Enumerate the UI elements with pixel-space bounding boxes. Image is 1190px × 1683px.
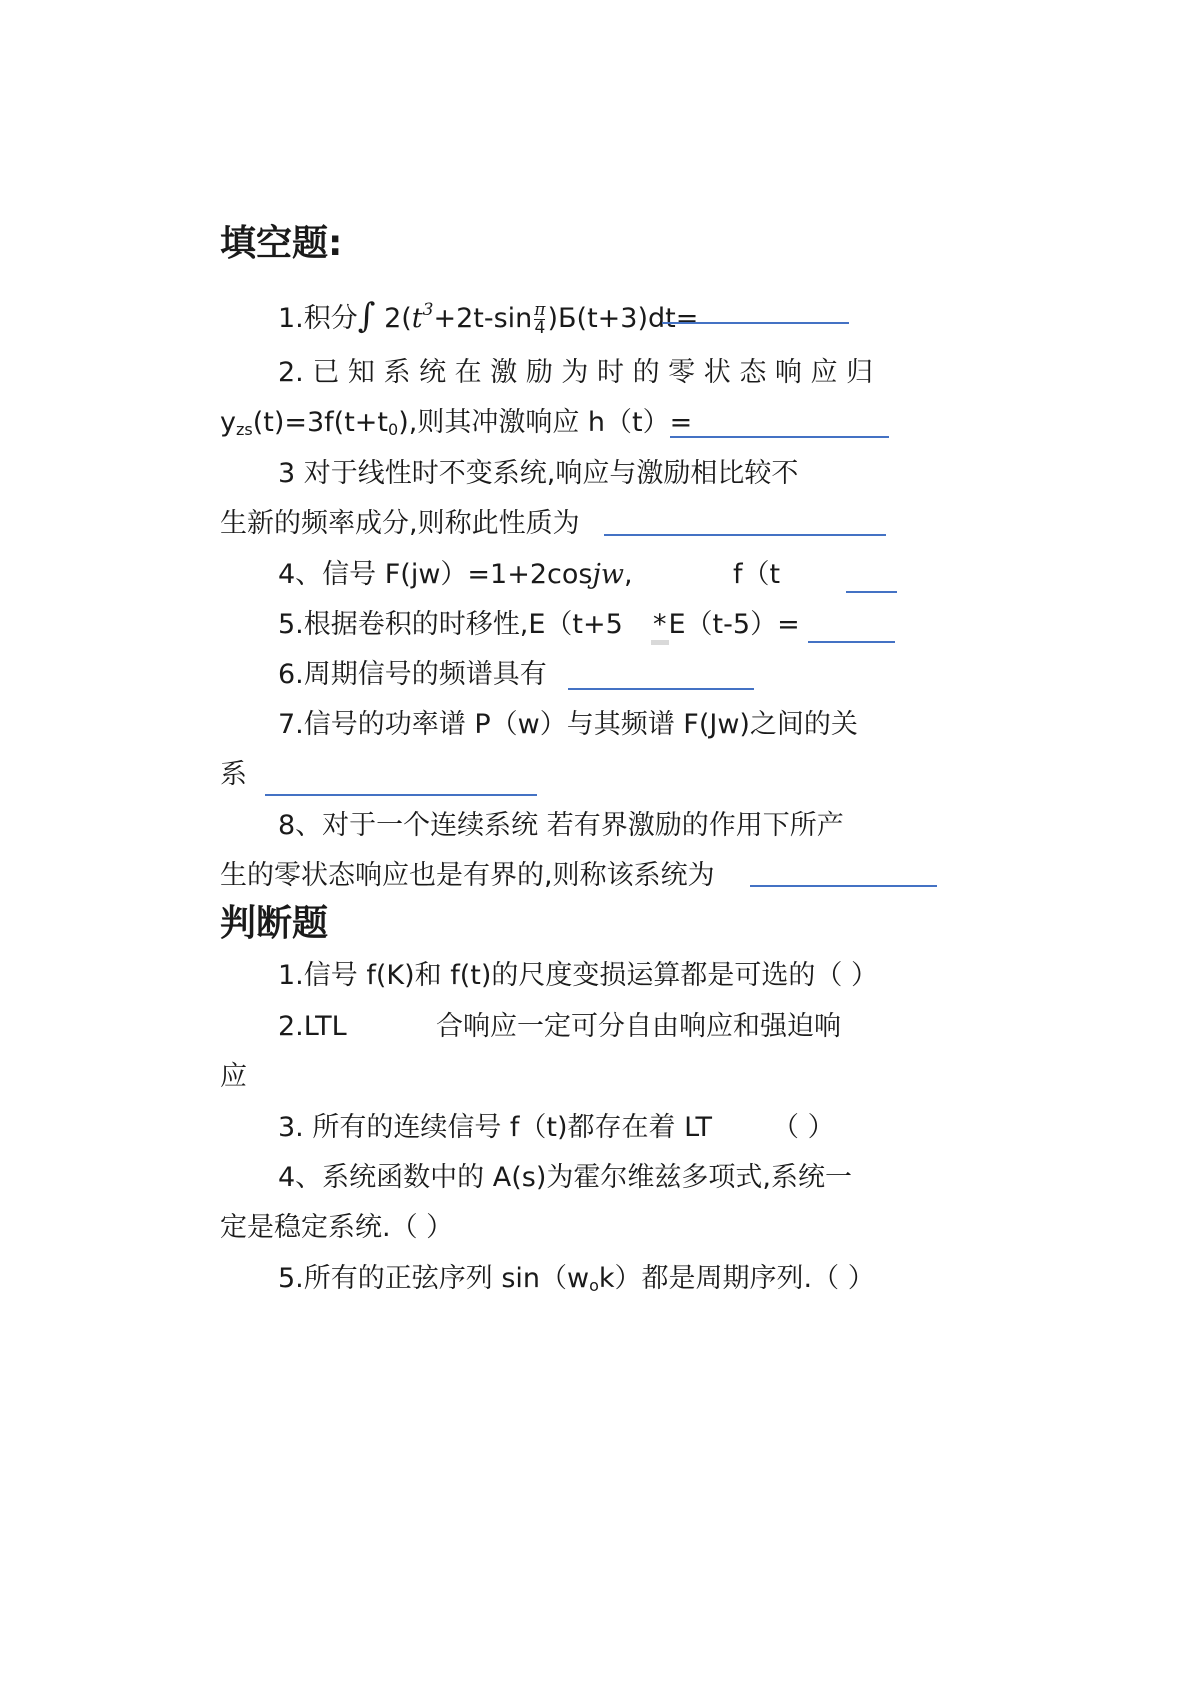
judge-q4-line1: 4、系统函数中的 A(s)为霍尔维兹多项式,系统一 bbox=[278, 1162, 852, 1193]
q4-comma: , bbox=[623, 559, 633, 590]
fill-q8-line2: 生的零状态响应也是有界的,则称该系统为 bbox=[220, 860, 715, 891]
judge-q3-paren[interactable]: （ ） bbox=[772, 1112, 835, 1143]
q1-two: 2( bbox=[384, 303, 412, 334]
judge-q2-line2: 应 bbox=[220, 1061, 247, 1092]
fill-q5-rest bbox=[651, 607, 800, 643]
q2-tail: ),则其冲激响应 h（t）= bbox=[398, 407, 693, 438]
q2-mid: (t)=3f(t+t bbox=[252, 407, 389, 438]
fill-q3-line2: 生新的频率成分,则称此性质为 bbox=[220, 508, 580, 539]
fill-q7-line2: 系 bbox=[220, 759, 247, 790]
q5-tail: E（t-5）= bbox=[668, 609, 800, 640]
fill-q3-line1: 3 对于线性时不变系统,响应与激励相比较不 bbox=[278, 458, 799, 489]
q1-t: t bbox=[411, 303, 423, 334]
blank-q2[interactable] bbox=[670, 436, 889, 438]
convolution-star: * bbox=[651, 609, 669, 645]
blank-q7[interactable] bbox=[265, 794, 537, 796]
q2-y: y bbox=[220, 407, 236, 438]
fill-q6: 6.周期信号的频谱具有 bbox=[278, 659, 547, 690]
blank-q5[interactable] bbox=[808, 641, 895, 643]
blank-q3[interactable] bbox=[604, 534, 886, 536]
q5-a: 5.所有的正弦序列 sin（w bbox=[278, 1263, 590, 1294]
judge-q2-right: 合响应一定可分自由响应和强迫响 bbox=[436, 1011, 841, 1042]
judge-q4-line2: 定是稳定系统.（ ） bbox=[220, 1212, 454, 1243]
q1-prefix: 1.积分 bbox=[278, 303, 358, 334]
fill-blank-heading: 填空题: bbox=[220, 223, 343, 264]
judge-q3: 3. 所有的连续信号 f（t)都存在着 LT bbox=[278, 1112, 712, 1143]
blank-q6[interactable] bbox=[568, 688, 754, 690]
frac-num: π bbox=[534, 300, 546, 320]
frac-den: 4 bbox=[534, 318, 546, 338]
fill-q2-line2 bbox=[220, 405, 692, 448]
fill-q7-line1: 7.信号的功率谱 P（w）与其频谱 F(Jw)之间的关 bbox=[278, 709, 858, 740]
q1-exp: 3 bbox=[422, 300, 434, 320]
judge-q5 bbox=[278, 1261, 875, 1304]
blank-q4[interactable] bbox=[846, 591, 897, 593]
judge-heading: 判断题 bbox=[220, 903, 329, 944]
q2-zs: zs bbox=[235, 420, 253, 439]
blank-q8[interactable] bbox=[750, 885, 937, 887]
q1-mid: +2t-sin bbox=[433, 303, 533, 334]
q4-jw: jw bbox=[592, 559, 624, 590]
integral-symbol: ∫ bbox=[357, 296, 376, 336]
blank-q1[interactable] bbox=[662, 322, 849, 324]
q2-zero: 0 bbox=[388, 420, 399, 439]
q4-text: 4、信号 F(jw）=1+2cos bbox=[278, 559, 593, 590]
q1-tail: )Ƃ(t+3)dt= bbox=[547, 303, 699, 334]
fill-q2-line1: 2. 已 知 系 统 在 激 励 为 时 的 零 状 态 响 应 归 bbox=[278, 357, 874, 388]
judge-q2-left: 2.LTL bbox=[278, 1011, 347, 1042]
judge-q1: 1.信号 f(K)和 f(t)的尺度变损运算都是可选的（ ） bbox=[278, 960, 878, 991]
fill-q4 bbox=[278, 557, 633, 593]
fill-q4-ft: f（t bbox=[733, 559, 781, 590]
q5-b: k）都是周期序列.（ ） bbox=[598, 1263, 875, 1294]
pi-over-four bbox=[534, 302, 545, 337]
fill-q8-line1: 8、对于一个连续系统 若有界激励的作用下所产 bbox=[278, 810, 844, 841]
q5-sub: o bbox=[589, 1276, 599, 1295]
fill-q5: 5.根据卷积的时移性,E（t+5 bbox=[278, 609, 623, 640]
fill-q1 bbox=[278, 292, 698, 337]
